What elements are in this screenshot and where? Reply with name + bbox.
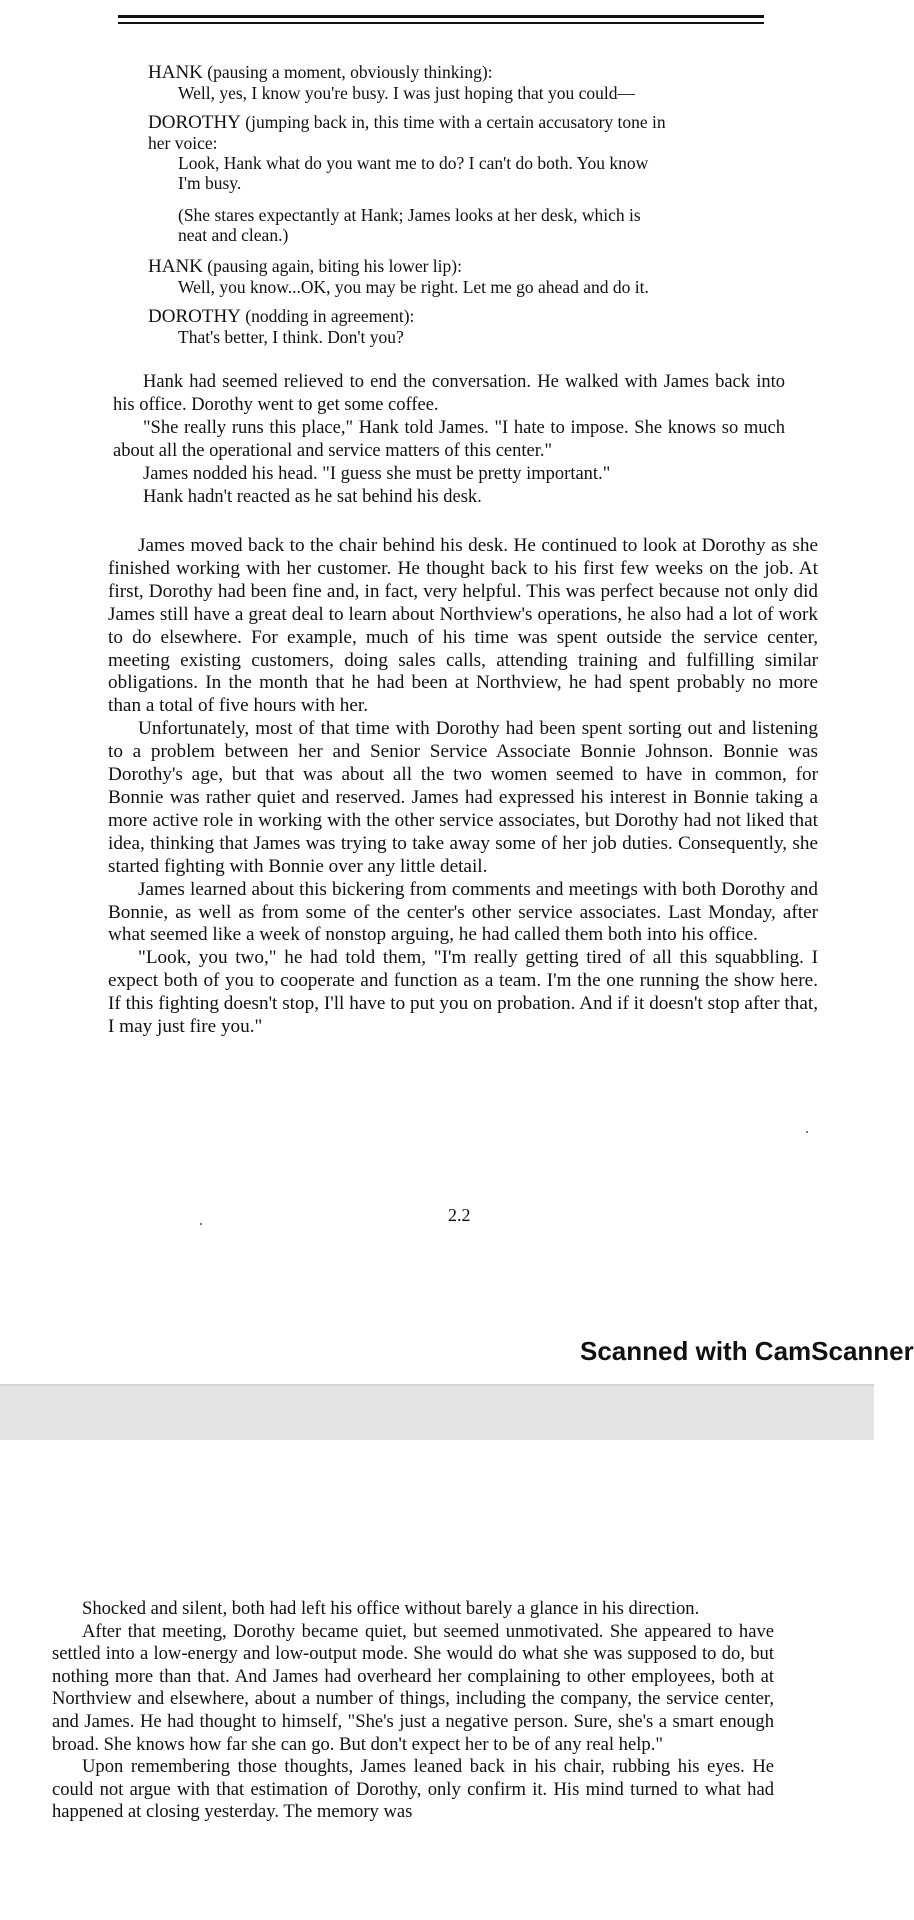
- dialogue-line: I'm busy.: [178, 173, 242, 193]
- stage-direction: (nodding in agreement):: [240, 306, 415, 326]
- stage-direction: (pausing again, biting his lower lip):: [202, 256, 462, 276]
- paragraph: James moved back to the chair behind his desk. He continued to look at Dorothy as she finished working with her customer. He thought back to his first few weeks on the job. At first, Dorothy had been fine and, in fact, very helpful. This was perfect because not only did James still have a great deal to learn about Northview's operations, he also had a lot of work to do elsewhere. For example, much of his time was spent outside the service center, meeting existing customers, doing sales calls, attending training and fulfilling similar obligations. In the month that he had been at Northview, he had spent probably no more than a total of five hours with her.: [108, 535, 818, 717]
- speaker-name: HANK: [148, 62, 203, 83]
- dialogue-dorothy-1: [148, 112, 788, 245]
- paragraph: Hank hadn't reacted as he sat behind his desk.: [143, 486, 482, 507]
- stage-direction: (pausing a moment, obviously thinking):: [202, 62, 493, 82]
- dialogue-line: Well, you know...OK, you may be right. Let me go ahead and do it.: [178, 277, 649, 297]
- camscanner-watermark: Scanned with CamScanner: [580, 1336, 914, 1366]
- dialogue-hank-1: [148, 62, 788, 103]
- speaker-name: DOROTHY: [148, 306, 241, 327]
- stage-direction: (jumping back in, this time with a certain accusatory tone in: [240, 112, 666, 132]
- paragraph: James nodded his head. "I guess she must be pretty important.": [143, 463, 611, 484]
- prose-section-1: [113, 371, 785, 508]
- page-number: 2.2: [448, 1205, 471, 1225]
- page-separator: [0, 1384, 874, 1440]
- paragraph: "She really runs this place," Hank told James. "I hate to impose. She knows so much about all the operational and service matters of this center.": [113, 417, 785, 461]
- stage-note: neat and clean.): [178, 225, 289, 245]
- speaker-name: HANK: [148, 256, 203, 277]
- paragraph: Upon remembering those thoughts, James leaned back in his chair, rubbing his eyes. He could not argue with that estimation of Dorothy, only confirm it. His mind turned to what had happened at closing yesterday. The memory was: [52, 1756, 774, 1823]
- prose-section-3: [52, 1598, 774, 1824]
- dialogue-line: That's better, I think. Don't you?: [178, 327, 404, 347]
- paragraph: After that meeting, Dorothy became quiet, but seemed unmotivated. She appeared to have settled into a low-energy and low-output mode. She would do what she was supposed to do, but nothing more than that. And James had overheard her complaining to other employees, both at Northview and elsewhere, about a number of things, including the company, the service center, and James. He had thought to himself, "She's just a negative person. Sure, she's a smart enough broad. She knows how far she can go. But don't expect her to be of any real help.": [52, 1620, 774, 1755]
- paragraph: Hank had seemed relieved to end the conversation. He walked with James back into his office. Dorothy went to get some coffee.: [113, 372, 785, 415]
- scanned-page-lower: [0, 1440, 874, 1920]
- scan-speck: [200, 1223, 202, 1225]
- prose-section-2: [108, 535, 818, 1039]
- dialogue-line: Well, yes, I know you're busy. I was just hoping that you could—: [178, 83, 636, 103]
- stage-note: (She stares expectantly at Hank; James looks at her desk, which is: [178, 205, 641, 225]
- dialogue-dorothy-2: [148, 306, 788, 347]
- header-rule-thin: [118, 22, 764, 24]
- dialogue-hank-2: [148, 256, 788, 297]
- header-rule-thick: [118, 15, 764, 18]
- paragraph: James learned about this bickering from comments and meetings with both Dorothy and Bonnie, as well as from some of the center's other service associates. Last Monday, after what seemed like a week of nonstop arguing, he had called them both into his office.: [108, 878, 818, 946]
- speaker-name: DOROTHY: [148, 112, 241, 133]
- dialogue-line: Look, Hank what do you want me to do? I can't do both. You know: [178, 153, 649, 173]
- paragraph: "Look, you two," he had told them, "I'm really getting tired of all this squabbling. I expect both of you to cooperate and function as a team. I'm the one running the show here. If this fighting doesn't stop, I'll have to put you on probation. And if it doesn't stop after that, I may just fire you.": [108, 947, 818, 1038]
- paragraph: Shocked and silent, both had left his office without barely a glance in his direction.: [82, 1598, 700, 1619]
- paragraph: Unfortunately, most of that time with Dorothy had been spent sorting out and listening to a problem between her and Senior Service Associate Bonnie Johnson. Bonnie was Dorothy's age, but that was about all the two women seemed to have in common, for Bonnie was rather quiet and reserved. James had expressed his interest in Bonnie taking a more active role in working with the other service associates, but Dorothy had not liked that idea, thinking that James was trying to take away some of her job duties. Consequently, she started fighting with Bonnie over any little detail.: [108, 718, 818, 877]
- scan-speck: [806, 1131, 808, 1133]
- stage-direction-cont: her voice:: [148, 133, 218, 153]
